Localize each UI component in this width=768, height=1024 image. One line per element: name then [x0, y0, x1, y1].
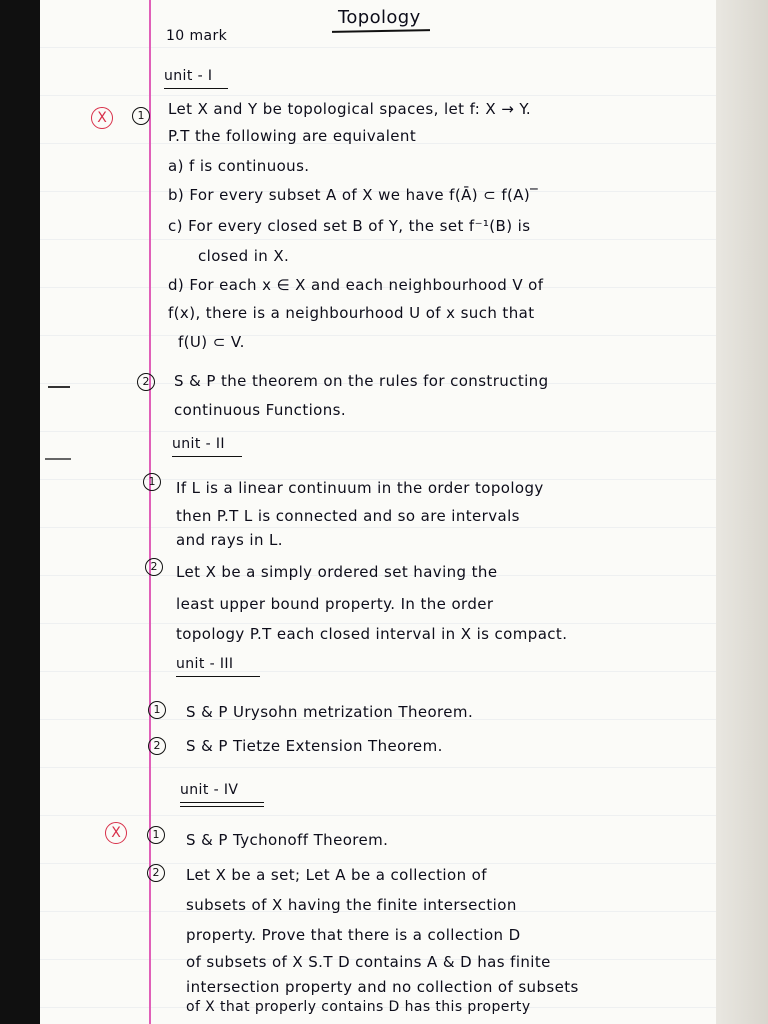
- title-underline: [332, 29, 430, 33]
- question-line: property. Prove that there is a collection D: [186, 926, 521, 944]
- question-line: of subsets of X S.T D contains A & D has finite: [186, 953, 551, 971]
- margin-dash-mark: [48, 386, 70, 388]
- question-number: 2: [145, 558, 163, 576]
- question-line: closed in X.: [198, 247, 290, 265]
- question-line: c) For every closed set B of Y, the set f⁻¹(B) is: [168, 217, 531, 235]
- question-number: 2: [148, 737, 166, 755]
- unit-heading-2: unit - II: [172, 436, 225, 452]
- question-number: 1: [143, 473, 161, 491]
- question-line: f(x), there is a neighbourhood U of x such that: [168, 304, 535, 322]
- question-line: S & P Urysohn metrization Theorem.: [186, 703, 474, 721]
- question-number: 2: [137, 373, 155, 391]
- unit-underline-1: [164, 88, 228, 89]
- question-line: intersection property and no collection of subsets: [186, 978, 579, 996]
- question-line: continuous Functions.: [174, 401, 347, 419]
- question-line: of X that properly contains D has this property: [186, 999, 531, 1015]
- question-line: S & P Tietze Extension Theorem.: [186, 737, 443, 755]
- unit-underline-4: [180, 802, 264, 803]
- question-line: b) For every subset A of X we have f(Ā) ⊂ f(A)‾: [168, 186, 539, 204]
- page-edge: [716, 0, 768, 1024]
- question-number: 1: [147, 826, 165, 844]
- question-line: and rays in L.: [176, 531, 283, 549]
- question-line: a) f is continuous.: [168, 157, 310, 175]
- unit-underline-3: [176, 676, 260, 677]
- question-line: S & P Tychonoff Theorem.: [186, 831, 389, 849]
- question-line: f(U) ⊂ V.: [178, 333, 245, 351]
- question-line: least upper bound property. In the order: [176, 595, 494, 613]
- margin-dash-mark-2: [45, 458, 71, 460]
- question-line: Let X be a simply ordered set having the: [176, 563, 498, 581]
- notebook-page: [40, 0, 716, 1024]
- question-line: d) For each x ∈ X and each neighbourhood V of: [168, 276, 544, 294]
- unit-heading-1: unit - I: [164, 68, 213, 84]
- question-line: subsets of X having the finite intersection: [186, 896, 517, 914]
- question-number: 1: [132, 107, 150, 125]
- mark-note: 10 mark: [166, 28, 228, 44]
- red-cross-mark: X: [91, 107, 113, 129]
- unit-heading-4: unit - IV: [180, 782, 239, 798]
- question-line: If L is a linear continuum in the order topology: [176, 479, 544, 497]
- question-line: Let X and Y be topological spaces, let f: X → Y.: [168, 100, 532, 118]
- question-line: topology P.T each closed interval in X is compact.: [176, 625, 568, 643]
- page-title: Topology: [338, 7, 421, 28]
- red-cross-mark: X: [105, 822, 127, 844]
- question-line: P.T the following are equivalent: [168, 127, 417, 145]
- question-line: Let X be a set; Let A be a collection of: [186, 866, 487, 884]
- question-line: S & P the theorem on the rules for constructing: [174, 372, 549, 390]
- question-number: 1: [148, 701, 166, 719]
- unit-heading-3: unit - III: [176, 656, 234, 672]
- question-number: 2: [147, 864, 165, 882]
- unit-underline-2: [172, 456, 242, 457]
- unit-underline-4b: [180, 806, 264, 807]
- question-line: then P.T L is connected and so are intervals: [176, 507, 520, 525]
